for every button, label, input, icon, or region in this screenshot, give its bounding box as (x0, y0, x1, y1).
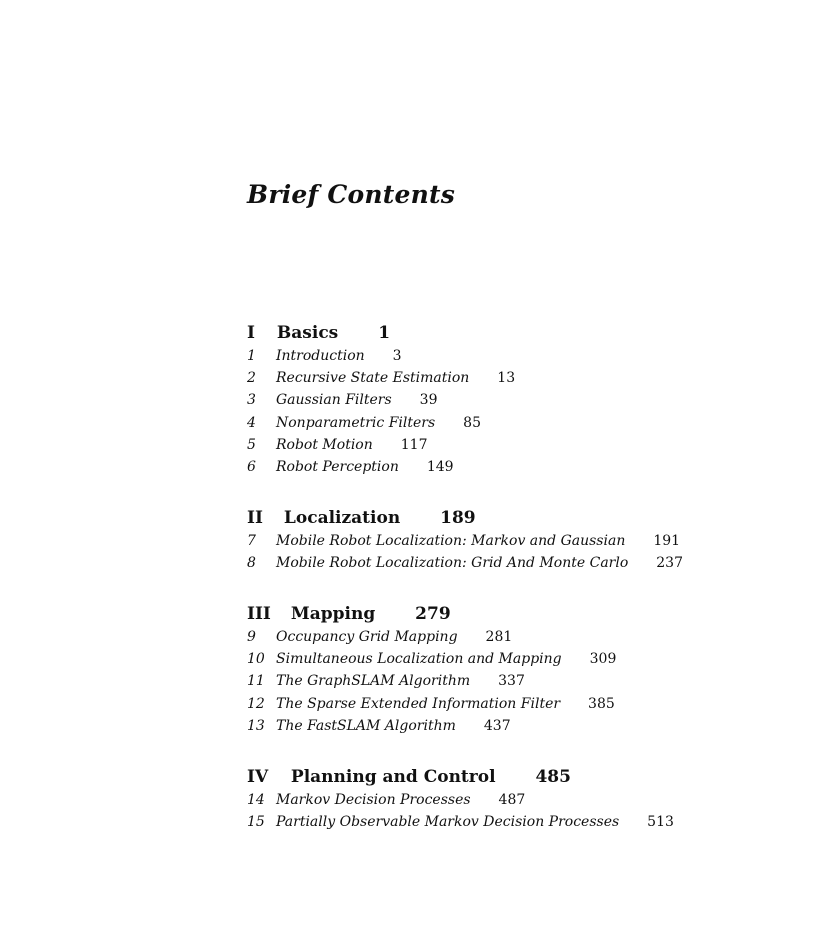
chapter-number: 10 (247, 651, 265, 668)
part-2 (247, 507, 807, 574)
part-page-number: 189 (440, 508, 476, 528)
part-numeral: IV (247, 767, 269, 787)
chapter-entry[interactable] (247, 345, 807, 367)
chapter-page-number: 39 (419, 392, 438, 409)
chapter-number: 11 (247, 673, 265, 690)
chapter-entry[interactable] (247, 552, 807, 574)
chapter-title: The FastSLAM Algorithm (276, 717, 456, 734)
chapter-title: Recursive State Estimation (276, 370, 470, 387)
chapter-page-number: 309 (589, 651, 617, 668)
chapter-entry[interactable] (247, 626, 807, 648)
chapter-title: Nonparametric Filters (276, 414, 436, 431)
chapter-title: Mobile Robot Localization: Grid And Monte Carlo (276, 555, 629, 572)
chapter-entry[interactable] (247, 434, 807, 456)
part-numeral: III (247, 604, 271, 624)
part-heading[interactable] (247, 766, 807, 789)
chapter-entry[interactable] (247, 456, 807, 478)
chapter-page-number: 117 (400, 436, 428, 453)
part-heading[interactable] (247, 322, 807, 345)
part-heading[interactable] (247, 603, 807, 626)
chapter-entry[interactable] (247, 412, 807, 434)
part-page-number: 279 (415, 604, 451, 624)
part-1 (247, 322, 807, 478)
chapter-number: 1 (247, 348, 256, 364)
chapter-page-number: 13 (497, 370, 516, 387)
chapter-number: 15 (247, 814, 265, 831)
chapter-number: 4 (247, 414, 256, 431)
part-page-number: 485 (535, 767, 571, 787)
chapter-title: Robot Perception (276, 458, 399, 475)
chapter-page-number: 487 (498, 792, 526, 808)
chapter-page-number: 337 (498, 673, 525, 690)
chapter-entry[interactable] (247, 670, 807, 692)
chapter-title: The GraphSLAM Algorithm (276, 673, 471, 690)
chapter-entry[interactable] (247, 789, 807, 811)
chapter-number: 13 (247, 717, 265, 734)
chapter-entry[interactable] (247, 367, 807, 389)
chapter-page-number: 437 (483, 717, 511, 734)
chapter-title: Markov Decision Processes (276, 792, 471, 808)
part-page-number: 1 (378, 323, 391, 343)
part-numeral: I (247, 323, 255, 343)
chapter-number: 6 (247, 458, 256, 475)
part-numeral: II (247, 508, 263, 528)
chapter-page-number: 237 (656, 555, 683, 572)
part-4 (247, 766, 807, 833)
chapter-number: 9 (247, 629, 256, 645)
chapter-page-number: 191 (653, 533, 681, 549)
chapter-entry[interactable] (247, 693, 807, 715)
chapter-number: 12 (247, 695, 265, 712)
chapter-page-number: 3 (392, 348, 402, 364)
chapter-title: Partially Observable Markov Decision Processes (276, 814, 620, 831)
chapter-number: 7 (247, 533, 256, 549)
chapter-entry[interactable] (247, 648, 807, 670)
chapter-entry[interactable] (247, 530, 807, 552)
part-heading[interactable] (247, 507, 807, 530)
chapter-page-number: 281 (485, 629, 513, 645)
chapter-page-number: 385 (588, 695, 615, 712)
chapter-page-number: 513 (647, 814, 674, 831)
part-title: Basics (276, 323, 339, 343)
chapter-entry[interactable] (247, 715, 807, 737)
chapter-title: Introduction (276, 348, 365, 364)
chapter-page-number: 85 (463, 414, 481, 431)
chapter-title: Mobile Robot Localization: Markov and Gaussian (276, 533, 626, 549)
chapter-number: 3 (247, 392, 256, 409)
chapter-title: Simultaneous Localization and Mapping (276, 651, 562, 668)
chapter-number: 2 (247, 370, 256, 387)
chapter-page-number: 149 (426, 458, 454, 475)
part-title: Localization (283, 508, 401, 528)
chapter-entry[interactable] (247, 389, 807, 411)
chapter-title: Gaussian Filters (276, 392, 392, 409)
chapter-title: Occupancy Grid Mapping (276, 629, 458, 645)
chapter-title: Robot Motion (276, 436, 373, 453)
chapter-entry[interactable] (247, 811, 807, 833)
chapter-number: 8 (247, 555, 256, 572)
chapter-title: The Sparse Extended Information Filter (276, 695, 561, 712)
part-title: Mapping (290, 604, 376, 624)
chapter-number: 14 (247, 792, 265, 808)
page-title: Brief Contents (247, 180, 455, 209)
part-3 (247, 603, 807, 737)
chapter-number: 5 (247, 436, 256, 453)
part-title: Planning and Control (290, 767, 496, 787)
